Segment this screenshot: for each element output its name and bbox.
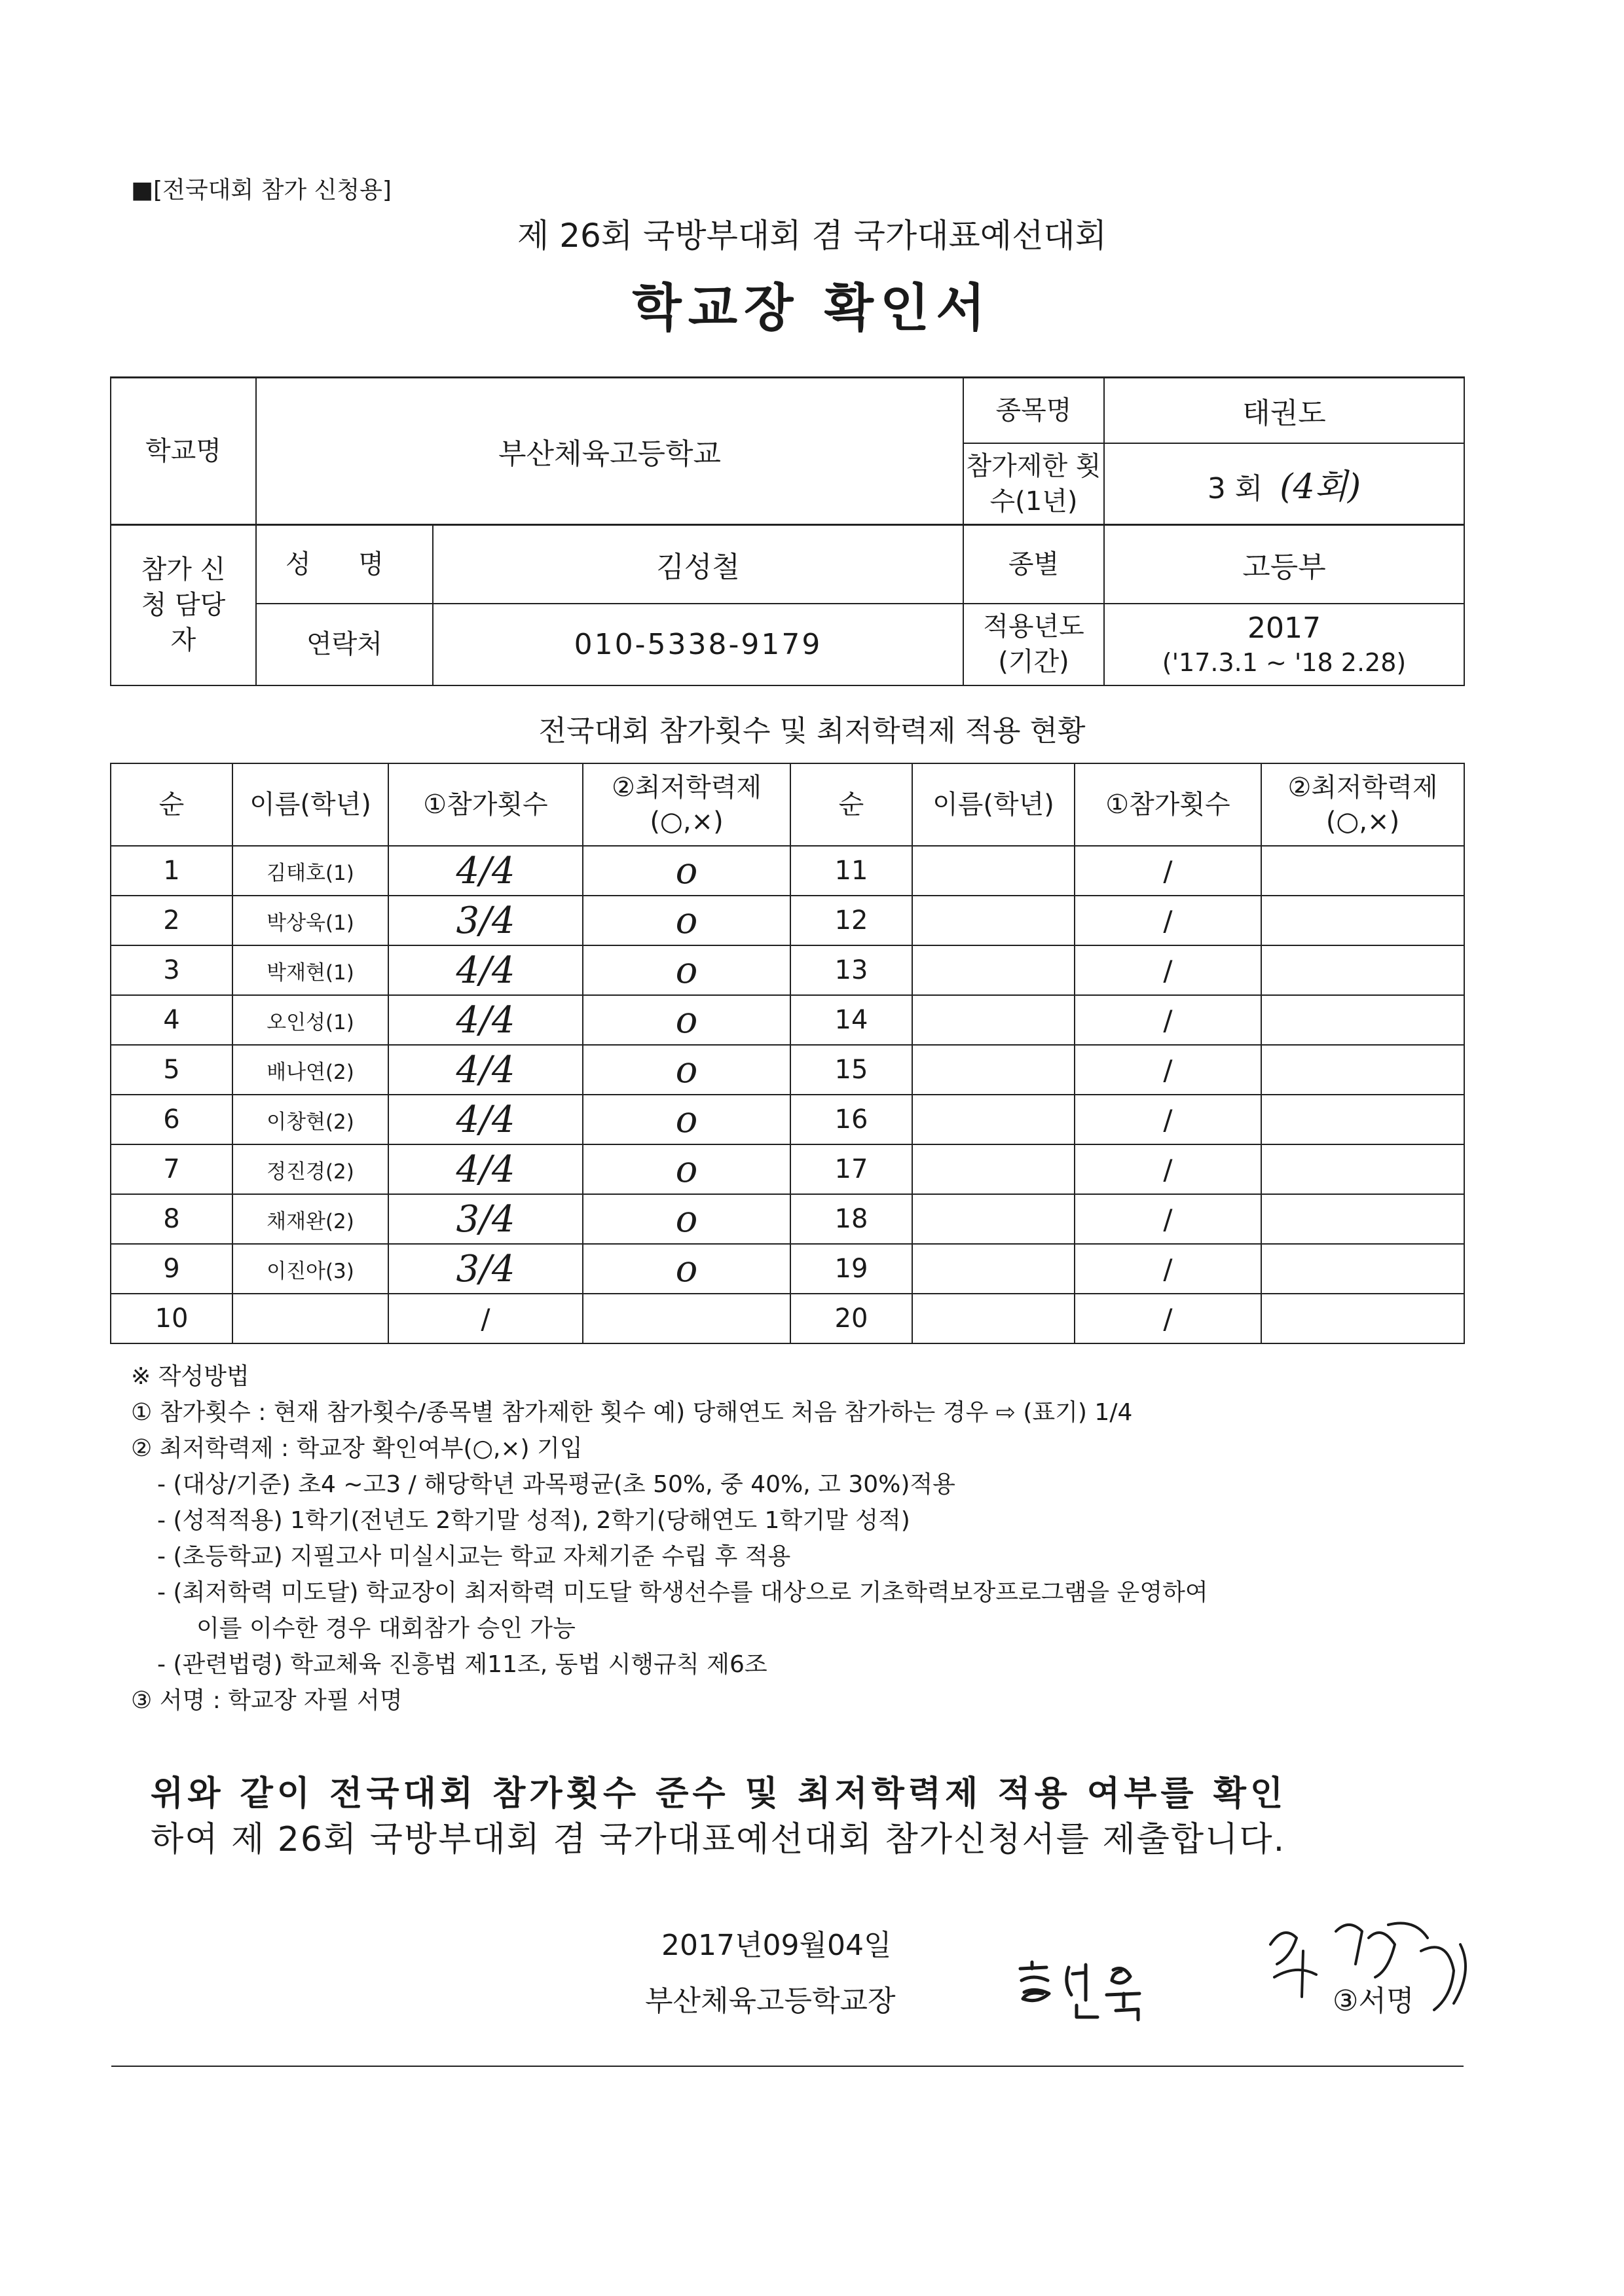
confirmation-statement <box>151 1771 1493 1863</box>
row-number: 17 <box>790 1144 912 1194</box>
status-title: 전국대회 참가횟수 및 최저학력제 적용 현황 <box>538 714 1086 748</box>
contact-label: 연락처 <box>256 604 433 685</box>
note-minimum: ② 최저학력제 : 학교장 확인여부(○,×) 기입 <box>131 1435 583 1462</box>
student-name: 김태호(1) <box>232 846 388 896</box>
limit-cell <box>1104 443 1464 525</box>
applicant-label: 참가 신청 담당자 <box>111 525 256 685</box>
note-not-reached: - (최저학력 미도달) 학교장이 최저학력 미도달 학생선수를 대상으로 기초학력보장프로그램을 운영하여 <box>157 1579 1208 1606</box>
student-name: 이창현(2) <box>232 1095 388 1144</box>
table-row <box>111 896 1464 945</box>
participation-count: 4/4 <box>388 1095 583 1144</box>
header-no: 순 <box>111 763 232 846</box>
participation-count: / <box>1075 945 1261 995</box>
participation-count: / <box>1075 1244 1261 1294</box>
minimum-mark <box>1261 846 1464 896</box>
student-name <box>912 1095 1075 1144</box>
row-number: 1 <box>111 846 232 896</box>
row-number: 16 <box>790 1095 912 1144</box>
row-number: 18 <box>790 1194 912 1244</box>
note-elementary: - (초등학교) 지필고사 미실시교는 학교 자체기준 수립 후 적용 <box>157 1543 791 1570</box>
minimum-mark: o <box>583 995 790 1045</box>
row-number: 9 <box>111 1244 232 1294</box>
row-number: 11 <box>790 846 912 896</box>
limit-handwritten: (4회) <box>1280 467 1361 507</box>
row-number: 14 <box>790 995 912 1045</box>
row-number: 6 <box>111 1095 232 1144</box>
year-value: 2017 <box>1247 611 1321 645</box>
instructions-heading: ※ 작성방법 <box>131 1363 249 1390</box>
period-value: ('17.3.1 ~ '18 2.28) <box>1162 647 1407 677</box>
row-number: 20 <box>790 1294 912 1343</box>
minimum-mark <box>1261 1194 1464 1244</box>
student-name: 이진아(3) <box>232 1244 388 1294</box>
school-name: 부산체육고등학교 <box>256 378 963 525</box>
principal-title: 부산체육고등학교장 <box>645 1984 896 2018</box>
table-row <box>111 1194 1464 1244</box>
name-label: 성 명 <box>256 525 433 604</box>
table-row <box>111 1045 1464 1095</box>
table-row <box>111 1294 1464 1343</box>
minimum-mark: o <box>583 945 790 995</box>
contact-value: 010-5338-9179 <box>433 604 963 685</box>
document-title: 학교장 확인서 <box>632 279 992 338</box>
table-row <box>111 1244 1464 1294</box>
division-value: 고등부 <box>1104 525 1464 604</box>
student-name: 채재완(2) <box>232 1194 388 1244</box>
minimum-mark: o <box>583 896 790 945</box>
participation-table <box>110 763 1465 1344</box>
minimum-mark: o <box>583 1144 790 1194</box>
minimum-mark <box>583 1294 790 1343</box>
minimum-mark <box>1261 1144 1464 1194</box>
row-number: 5 <box>111 1045 232 1095</box>
note-participation: ① 참가횟수 : 현재 참가횟수/종목별 참가제한 횟수 예) 당해연도 처음 참가하는 경우 ⇨ (표기) 1/4 <box>131 1399 1133 1426</box>
student-name <box>912 1144 1075 1194</box>
applicant-name: 김성철 <box>433 525 963 604</box>
sport-label: 종목명 <box>963 378 1104 443</box>
participation-count: 4/4 <box>388 1144 583 1194</box>
row-number: 19 <box>790 1244 912 1294</box>
student-name: 박재현(1) <box>232 945 388 995</box>
row-number: 13 <box>790 945 912 995</box>
minimum-mark <box>1261 896 1464 945</box>
note-not-reached-cont: 이를 이수한 경우 대회참가 승인 가능 <box>196 1615 576 1642</box>
row-number: 15 <box>790 1045 912 1095</box>
student-name <box>912 896 1075 945</box>
minimum-mark: o <box>583 1194 790 1244</box>
student-name <box>912 846 1075 896</box>
participation-count: / <box>1075 896 1261 945</box>
participation-count: 4/4 <box>388 945 583 995</box>
student-name <box>912 1194 1075 1244</box>
participation-count: 3/4 <box>388 896 583 945</box>
participation-count: 4/4 <box>388 846 583 896</box>
header-name: 이름(학년) <box>912 763 1075 846</box>
header-name: 이름(학년) <box>232 763 388 846</box>
student-name <box>912 995 1075 1045</box>
row-number: 4 <box>111 995 232 1045</box>
row-number: 10 <box>111 1294 232 1343</box>
year-label: 적용년도 (기간) <box>963 604 1104 685</box>
student-name <box>232 1294 388 1343</box>
confirmation-line-2: 하여 제 26회 국방부대회 겸 국가대표예선대회 참가신청서를 제출합니다. <box>151 1820 1286 1859</box>
minimum-mark: o <box>583 1045 790 1095</box>
note-law: - (관련법령) 학교체육 진흥법 제11조, 동법 시행규칙 제6조 <box>157 1651 767 1678</box>
header-count: ①참가횟수 <box>388 763 583 846</box>
instructions <box>131 1358 1493 1719</box>
student-name <box>912 1244 1075 1294</box>
student-name <box>912 1045 1075 1095</box>
confirmation-line-1: 위와 같이 전국대회 참가횟수 준수 및 최저학력제 적용 여부를 확인 <box>151 1774 1287 1813</box>
note-grades: - (성적적용) 1학기(전년도 2학기말 성적), 2학기(당해연도 1학기말 성적) <box>157 1507 910 1534</box>
event-name: 제 26회 국방부대회 겸 국가대표예선대회 <box>517 217 1107 255</box>
header-count: ①참가횟수 <box>1075 763 1261 846</box>
row-number: 12 <box>790 896 912 945</box>
minimum-mark <box>1261 995 1464 1045</box>
student-name: 박상욱(1) <box>232 896 388 945</box>
table-row <box>111 945 1464 995</box>
participation-count: 4/4 <box>388 995 583 1045</box>
student-name: 정진경(2) <box>232 1144 388 1194</box>
header-minimum: ②최저학력제 (○,×) <box>1261 763 1464 846</box>
student-name <box>912 945 1075 995</box>
participation-count: / <box>388 1294 583 1343</box>
signature-label: ③서명 <box>1333 1984 1414 2018</box>
school-info-table <box>110 376 1465 686</box>
principal-handwritten-name <box>1008 1954 1166 2026</box>
year-cell <box>1104 604 1464 685</box>
participation-count: 4/4 <box>388 1045 583 1095</box>
limit-value: 3 회 <box>1207 472 1263 506</box>
participation-count: 3/4 <box>388 1194 583 1244</box>
participation-count: / <box>1075 846 1261 896</box>
participation-count: / <box>1075 995 1261 1045</box>
minimum-mark: o <box>583 846 790 896</box>
minimum-mark <box>1261 1045 1464 1095</box>
header-no: 순 <box>790 763 912 846</box>
form-type-tag: ■[전국대회 참가 신청용] <box>131 177 392 204</box>
limit-label: 참가제한 횟수(1년) <box>963 443 1104 525</box>
row-number: 8 <box>111 1194 232 1244</box>
submission-date: 2017년09월04일 <box>661 1929 892 1962</box>
bottom-divider <box>111 2066 1464 2067</box>
note-target: - (대상/기준) 초4 ~고3 / 해당학년 과목평균(초 50%, 중 40%, 고 30%)적용 <box>157 1471 955 1498</box>
minimum-mark <box>1261 1095 1464 1144</box>
division-label: 종별 <box>963 525 1104 604</box>
table-row <box>111 995 1464 1045</box>
table-row <box>111 846 1464 896</box>
participation-count: / <box>1075 1045 1261 1095</box>
note-signature: ③ 서명 : 학교장 자필 서명 <box>131 1687 403 1714</box>
student-name: 배나연(2) <box>232 1045 388 1095</box>
table-row <box>111 1095 1464 1144</box>
minimum-mark <box>1261 945 1464 995</box>
row-number: 2 <box>111 896 232 945</box>
student-name: 오인성(1) <box>232 995 388 1045</box>
sport-name: 태권도 <box>1104 378 1464 443</box>
row-number: 7 <box>111 1144 232 1194</box>
school-label: 학교명 <box>111 378 256 525</box>
participation-count: / <box>1075 1194 1261 1244</box>
minimum-mark <box>1261 1244 1464 1294</box>
header-minimum: ②최저학력제 (○,×) <box>583 763 790 846</box>
roster-body <box>111 846 1464 1343</box>
minimum-mark <box>1261 1294 1464 1343</box>
student-name <box>912 1294 1075 1343</box>
row-number: 3 <box>111 945 232 995</box>
minimum-mark: o <box>583 1095 790 1144</box>
participation-count: / <box>1075 1144 1261 1194</box>
participation-count: / <box>1075 1095 1261 1144</box>
minimum-mark: o <box>583 1244 790 1294</box>
table-row <box>111 1144 1464 1194</box>
participation-count: 3/4 <box>388 1244 583 1294</box>
participation-count: / <box>1075 1294 1261 1343</box>
